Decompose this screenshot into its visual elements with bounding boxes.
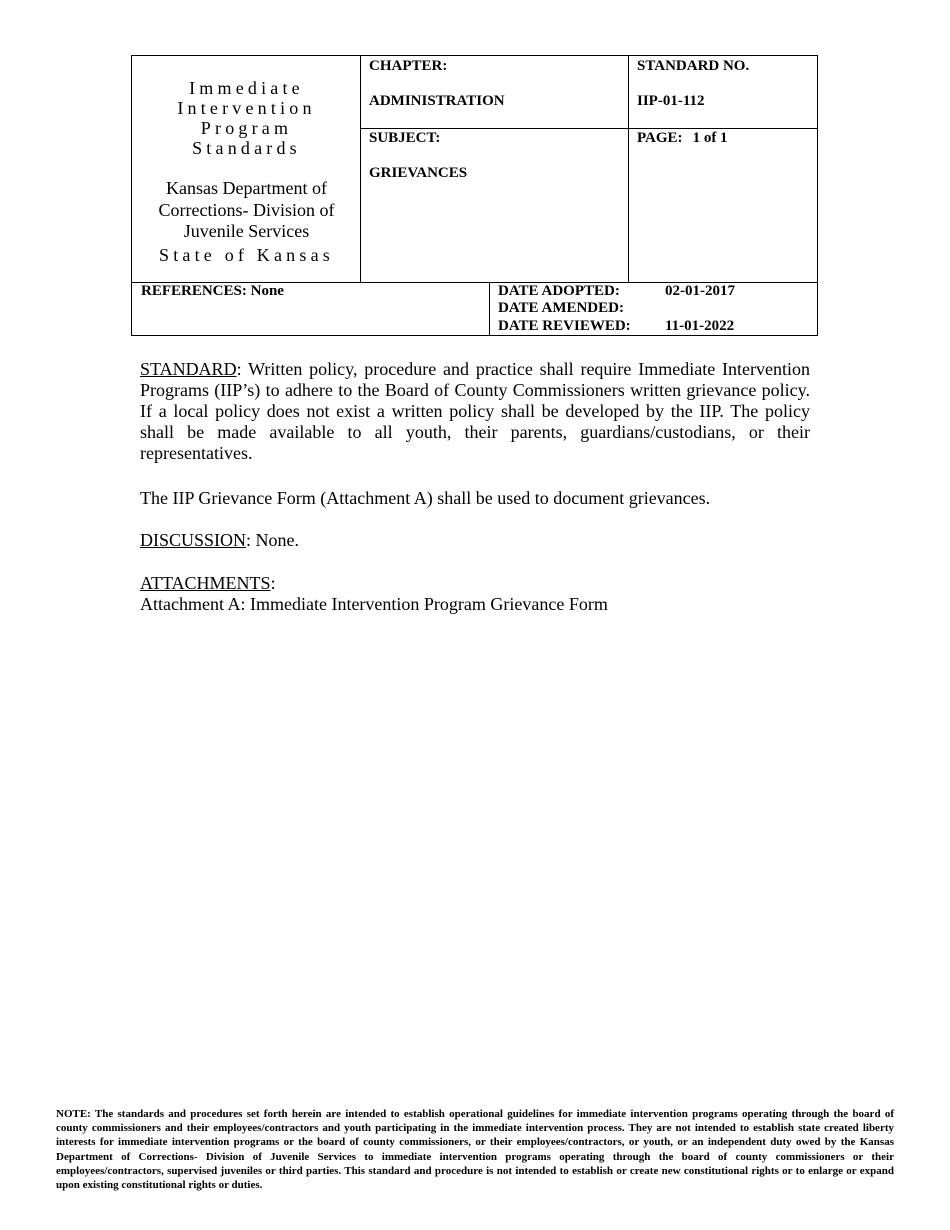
program-title-line: Intervention <box>177 98 316 118</box>
date-amended-label: DATE AMENDED: <box>498 300 624 316</box>
divider <box>489 282 490 335</box>
agency-line: Kansas Department of <box>166 178 327 198</box>
discussion-paragraph <box>140 530 810 551</box>
program-title-line: Program <box>200 118 293 138</box>
divider <box>360 128 817 129</box>
header-table <box>131 55 818 336</box>
program-title-line: Immediate <box>189 78 304 98</box>
state-name: State of Kansas <box>159 244 334 265</box>
chapter-label: CHAPTER: <box>369 58 448 74</box>
discussion-heading: DISCUSSION <box>140 530 247 550</box>
date-adopted-label: DATE ADOPTED: <box>498 283 620 299</box>
attachments-heading: ATTACHMENTS <box>140 573 271 593</box>
discussion-text: : None. <box>246 530 300 550</box>
attachments-colon: : <box>270 573 276 593</box>
divider <box>628 56 629 282</box>
chapter-value: ADMINISTRATION <box>369 93 505 109</box>
program-title-line: Standards <box>192 138 301 158</box>
attachment-a: Attachment A: Immediate Intervention Program Grievance Form <box>140 594 608 614</box>
agency-line: Juvenile Services <box>183 221 310 241</box>
page-value: 1 of 1 <box>692 130 728 146</box>
subject-label: SUBJECT: <box>369 130 441 146</box>
references <box>141 283 284 300</box>
date-reviewed-value: 11-01-2022 <box>665 318 735 334</box>
legal-note: NOTE: The standards and procedures set forth herein are intended to establish operational guidelines for immediate intervention programs operating through the board of county commissioners and their employees/contractors and youth participating in the immediate intervention process. They are not intended to establish state created liberty interests for immediate intervention programs or the board of county commissioners, or their employees/contractors, or youth, or an independent duty owed by the Kansas Department of Corrections- Division of Juvenile Services to immediate intervention programs operating through the board of county commissioners or their employees/contractors, supervised juveniles or third parties. This standard and procedure is not intended to establish or create new constitutional rights or to enlarge or expand upon existing constitutional rights or duties. <box>56 1108 894 1192</box>
standard-text: : Written policy, procedure and practice shall require Immediate Intervention Programs (IIP’s) to adhere to the Board of County Commissioners written grievance policy. If a local policy does not exist a written policy shall be developed by the IIP. The policy shall be made available to all youth, their parents, guardians/custodians, or their representatives. <box>140 359 810 463</box>
standard-paragraph <box>140 359 810 464</box>
references-value: None <box>250 283 284 299</box>
references-label: REFERENCES: <box>141 283 247 299</box>
form-paragraph: The IIP Grievance Form (Attachment A) shall be used to document grievances. <box>140 488 711 508</box>
agency-line: Corrections- Division of <box>158 199 335 220</box>
attachments-section <box>140 573 810 615</box>
standard-no-value: IIP-01-112 <box>637 93 705 109</box>
standard-heading: STANDARD <box>140 359 237 379</box>
program-cell <box>132 56 361 282</box>
page-label: PAGE: <box>637 130 683 146</box>
page-indicator <box>637 130 728 147</box>
date-reviewed-label: DATE REVIEWED: <box>498 318 631 334</box>
date-adopted-value: 02-01-2017 <box>665 283 735 299</box>
standard-no-label: STANDARD NO. <box>637 58 750 74</box>
subject-value: GRIEVANCES <box>369 165 468 181</box>
